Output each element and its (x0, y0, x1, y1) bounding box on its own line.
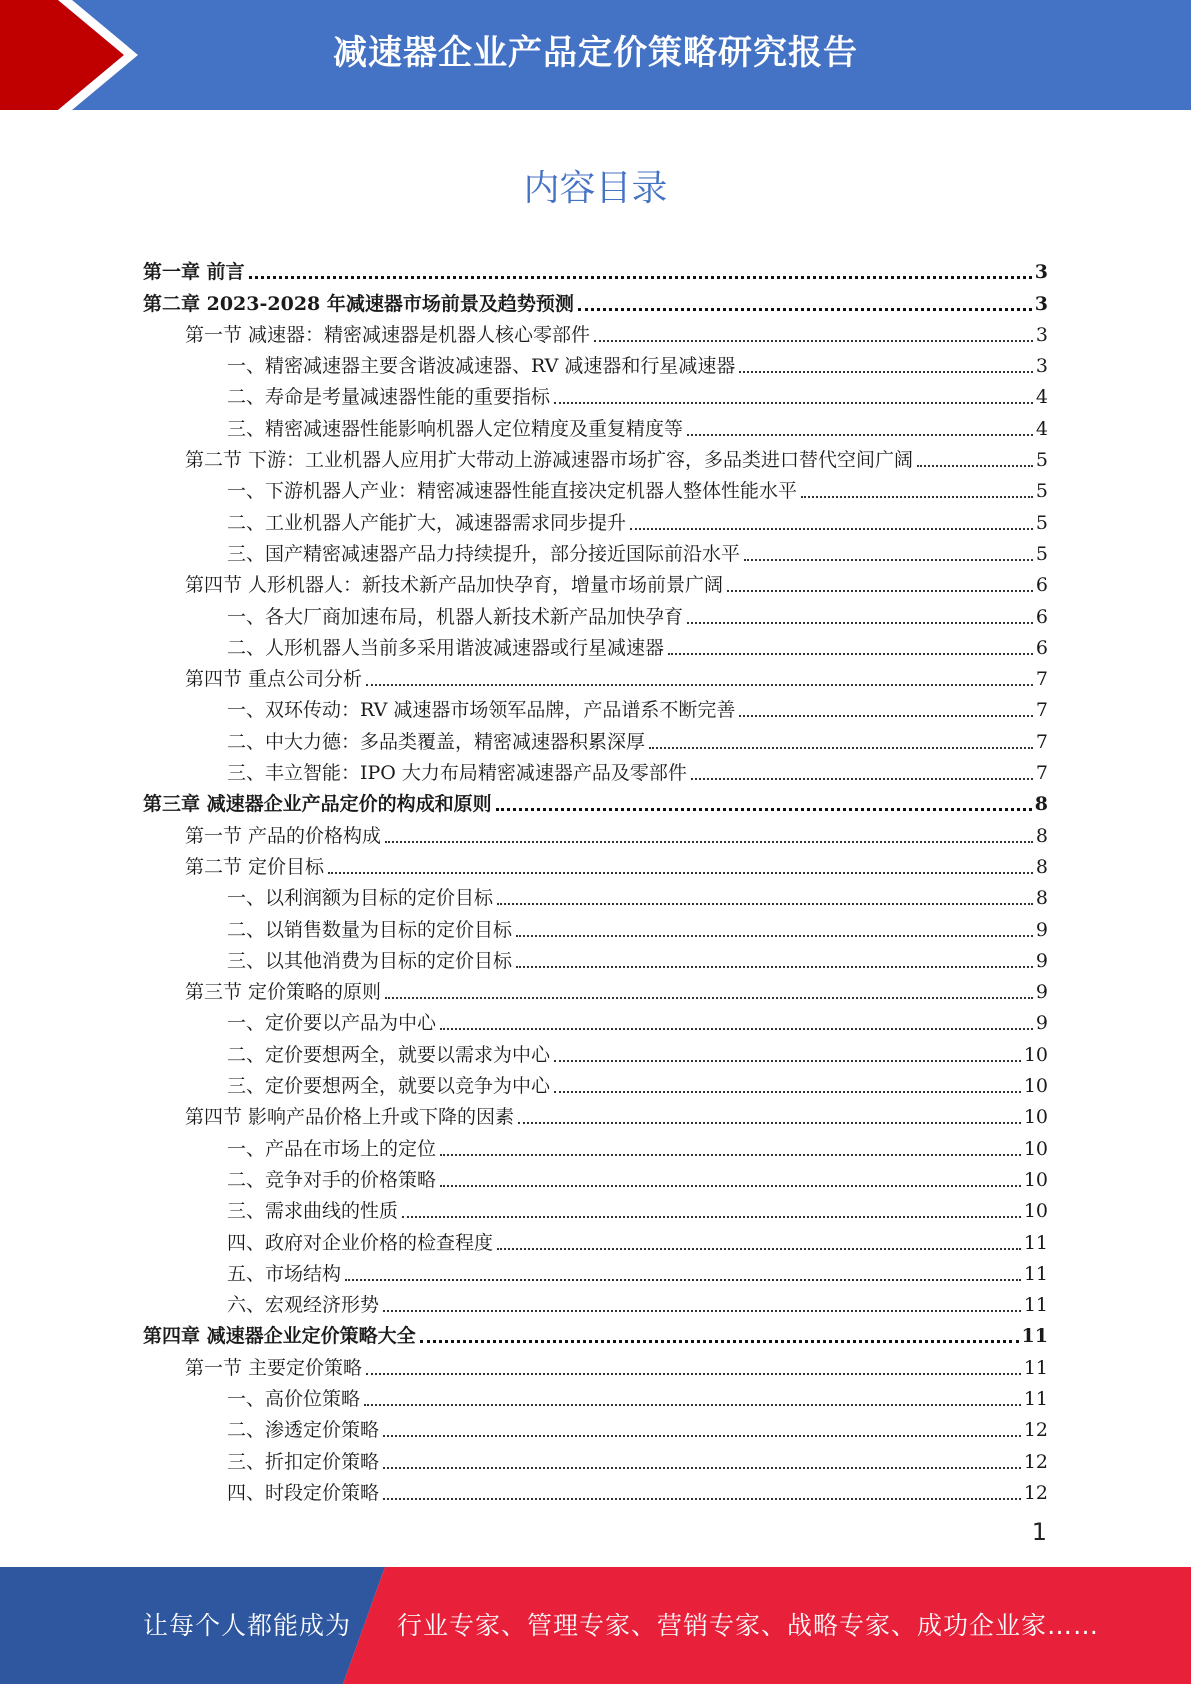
toc-entry[interactable] (143, 1192, 1048, 1223)
toc-entry-label: 第四节 人形机器人：新技术新产品加快孕育，增量市场前景广阔 (185, 574, 724, 597)
toc-entry-page: 7 (1035, 730, 1048, 753)
toc-entry-label: 第一节 产品的价格构成 (185, 824, 382, 847)
toc-entry-page: 6 (1035, 574, 1048, 597)
toc-dot-leader (554, 1060, 1021, 1062)
toc-entry[interactable] (143, 535, 1048, 566)
toc-dot-leader (440, 1028, 1033, 1030)
toc-entry-page: 10 (1023, 1043, 1048, 1066)
toc-entry[interactable] (143, 253, 1048, 284)
toc-entry-label: 第四节 重点公司分析 (185, 668, 363, 691)
toc-entry-page: 8 (1035, 855, 1048, 878)
toc-entry-page: 12 (1023, 1481, 1048, 1504)
toc-entry[interactable] (143, 1067, 1048, 1098)
toc-entry[interactable] (143, 316, 1048, 347)
toc-entry-page: 7 (1035, 699, 1048, 722)
toc-entry[interactable] (143, 1442, 1048, 1473)
toc-entry[interactable] (143, 816, 1048, 847)
toc-dot-leader (649, 747, 1033, 749)
toc-entry-page: 9 (1035, 918, 1048, 941)
toc-entry-page: 4 (1035, 417, 1048, 440)
toc-dot-leader (554, 402, 1033, 404)
toc-entry-page: 5 (1035, 511, 1048, 534)
toc-entry-label: 二、工业机器人产能扩大，减速器需求同步提升 (227, 511, 627, 534)
toc-entry-label: 第一节 主要定价策略 (185, 1356, 363, 1379)
toc-entry-page: 4 (1035, 386, 1048, 409)
toc-entry[interactable] (143, 1223, 1048, 1254)
toc-entry-page: 9 (1035, 981, 1048, 1004)
toc-dot-leader (440, 1154, 1021, 1156)
toc-dot-leader (385, 841, 1033, 843)
toc-dot-leader (383, 1310, 1021, 1312)
toc-dot-leader (516, 966, 1033, 968)
toc-entry-label: 二、定价要想两全，就要以需求为中心 (227, 1043, 551, 1066)
toc-dot-leader (516, 935, 1033, 937)
toc-dot-leader (402, 1216, 1021, 1218)
toc-entry-page: 11 (1023, 1356, 1048, 1379)
toc-entry[interactable] (143, 785, 1048, 816)
toc-entry[interactable] (143, 1286, 1048, 1317)
toc-entry-label: 一、以利润额为目标的定价目标 (227, 887, 494, 910)
report-title: 减速器企业产品定价策略研究报告 (333, 33, 858, 73)
toc-entry-page: 3 (1035, 323, 1048, 346)
toc-entry-label: 三、定价要想两全，就要以竞争为中心 (227, 1075, 551, 1098)
toc-entry-label: 第二节 下游：工业机器人应用扩大带动上游减速器市场扩容，多品类进口替代空间广阔 (185, 449, 914, 472)
toc-entry[interactable] (143, 1129, 1048, 1160)
toc-entry[interactable] (143, 1317, 1048, 1348)
toc-entry-label: 三、精密减速器性能影响机器人定位精度及重复精度等 (227, 417, 684, 440)
toc-entry[interactable] (143, 942, 1048, 973)
toc-dot-leader (497, 903, 1033, 905)
toc-entry[interactable] (143, 597, 1048, 628)
report-header (0, 0, 1191, 110)
toc-entry-page: 5 (1035, 480, 1048, 503)
toc-entry[interactable] (143, 1004, 1048, 1035)
toc-entry-page: 5 (1035, 542, 1048, 565)
toc-entry-label: 二、渗透定价策略 (227, 1419, 380, 1442)
toc-entry-label: 第二章 2023-2028 年减速器市场前景及趋势预测 (143, 292, 574, 315)
toc-entry-label: 二、以销售数量为目标的定价目标 (227, 918, 513, 941)
toc-dot-leader (497, 1248, 1021, 1250)
toc-entry-page: 7 (1035, 762, 1048, 785)
toc-entry[interactable] (143, 1380, 1048, 1411)
table-of-contents (143, 253, 1048, 1505)
toc-entry[interactable] (143, 1348, 1048, 1379)
toc-entry-label: 一、下游机器人产业：精密减速器性能直接决定机器人整体性能水平 (227, 480, 798, 503)
toc-entry-page: 10 (1023, 1200, 1048, 1223)
toc-entry-page: 8 (1034, 793, 1048, 816)
toc-entry[interactable] (143, 1255, 1048, 1286)
toc-dot-leader (249, 276, 1032, 279)
toc-entry-page: 9 (1035, 949, 1048, 972)
toc-entry-page: 5 (1035, 449, 1048, 472)
toc-dot-leader (739, 371, 1033, 373)
toc-entry-label: 三、以其他消费为目标的定价目标 (227, 949, 513, 972)
toc-dot-leader (496, 808, 1032, 811)
toc-heading: 内容目录 (523, 168, 668, 209)
toc-dot-leader (687, 434, 1033, 436)
toc-entry-page: 8 (1035, 824, 1048, 847)
toc-entry[interactable] (143, 1035, 1048, 1066)
toc-dot-leader (630, 528, 1033, 530)
toc-entry-page: 9 (1035, 1012, 1048, 1035)
toc-entry[interactable] (143, 973, 1048, 1004)
toc-dot-leader (554, 1091, 1021, 1093)
toc-entry[interactable] (143, 1474, 1048, 1505)
toc-dot-leader (385, 997, 1033, 999)
toc-entry-page: 12 (1023, 1419, 1048, 1442)
toc-dot-leader (687, 622, 1033, 624)
toc-dot-leader (668, 653, 1033, 655)
toc-dot-leader (727, 590, 1033, 592)
toc-entry[interactable] (143, 472, 1048, 503)
toc-entry-label: 第一章 前言 (143, 261, 245, 284)
toc-dot-leader (364, 1404, 1021, 1406)
toc-entry[interactable] (143, 879, 1048, 910)
toc-entry-label: 一、产品在市场上的定位 (227, 1137, 437, 1160)
toc-entry-label: 四、政府对企业价格的检查程度 (227, 1231, 494, 1254)
toc-entry-page: 11 (1023, 1294, 1048, 1317)
toc-entry[interactable] (143, 503, 1048, 534)
toc-entry[interactable] (143, 409, 1048, 440)
toc-dot-leader (440, 1185, 1021, 1187)
toc-entry-label: 二、中大力德：多品类覆盖，精密减速器积累深厚 (227, 730, 646, 753)
toc-entry[interactable] (143, 284, 1048, 315)
footer-banner (0, 1567, 1191, 1684)
toc-entry-page: 11 (1021, 1325, 1048, 1348)
toc-dot-leader (917, 465, 1033, 467)
footer-slogan-right: 行业专家、管理专家、营销专家、战略专家、成功企业家…… (397, 1611, 1100, 1640)
toc-entry-page: 3 (1034, 261, 1048, 284)
toc-entry-label: 三、丰立智能：IPO 大力布局精密减速器产品及零部件 (227, 762, 687, 785)
toc-entry[interactable] (143, 722, 1048, 753)
page-number: 1 (1031, 1518, 1047, 1546)
toc-entry[interactable] (143, 566, 1048, 597)
toc-dot-leader (594, 340, 1033, 342)
toc-entry[interactable] (143, 660, 1048, 691)
toc-entry-label: 一、高价位策略 (227, 1387, 361, 1410)
toc-entry[interactable] (143, 629, 1048, 660)
toc-entry[interactable] (143, 1411, 1048, 1442)
toc-entry[interactable] (143, 1098, 1048, 1129)
toc-entry-label: 三、折扣定价策略 (227, 1450, 380, 1473)
toc-entry-page: 10 (1023, 1106, 1048, 1129)
toc-entry-page: 10 (1023, 1075, 1048, 1098)
toc-entry-label: 第一节 减速器：精密减速器是机器人核心零部件 (185, 323, 591, 346)
toc-entry-label: 一、精密减速器主要含谐波减速器、RV 减速器和行星减速器 (227, 355, 736, 378)
toc-entry-page: 10 (1023, 1168, 1048, 1191)
toc-dot-leader (366, 684, 1033, 686)
toc-entry-label: 三、国产精密减速器产品力持续提升，部分接近国际前沿水平 (227, 542, 741, 565)
toc-entry[interactable] (143, 910, 1048, 941)
toc-entry-label: 二、人形机器人当前多采用谐波减速器或行星减速器 (227, 636, 665, 659)
toc-entry-label: 五、市场结构 (227, 1262, 342, 1285)
toc-entry-page: 6 (1035, 636, 1048, 659)
footer-slogan-left: 让每个人都能成为 (143, 1611, 352, 1640)
toc-entry[interactable] (143, 691, 1048, 722)
toc-entry-label: 四、时段定价策略 (227, 1481, 380, 1504)
toc-entry-page: 11 (1023, 1387, 1048, 1410)
toc-entry-label: 六、宏观经济形势 (227, 1294, 380, 1317)
toc-dot-leader (383, 1467, 1021, 1469)
toc-entry-label: 一、定价要以产品为中心 (227, 1012, 437, 1035)
toc-entry[interactable] (143, 1161, 1048, 1192)
toc-entry-label: 三、需求曲线的性质 (227, 1200, 399, 1223)
toc-entry-page: 12 (1023, 1450, 1048, 1473)
toc-entry-label: 一、各大厂商加速布局，机器人新技术新产品加快孕育 (227, 605, 684, 628)
toc-dot-leader (383, 1435, 1021, 1437)
toc-entry-page: 8 (1035, 887, 1048, 910)
toc-entry[interactable] (143, 378, 1048, 409)
toc-dot-leader (328, 872, 1033, 874)
toc-entry-label: 第四节 影响产品价格上升或下降的因素 (185, 1106, 515, 1129)
toc-entry[interactable] (143, 441, 1048, 472)
toc-entry-label: 第四章 减速器企业定价策略大全 (143, 1325, 416, 1348)
toc-entry-page: 3 (1034, 292, 1048, 315)
toc-entry-page: 6 (1035, 605, 1048, 628)
toc-entry-label: 第三章 减速器企业产品定价的构成和原则 (143, 793, 492, 816)
toc-dot-leader (345, 1279, 1021, 1281)
toc-entry-page: 11 (1023, 1262, 1048, 1285)
toc-entry-label: 第三节 定价策略的原则 (185, 981, 382, 1004)
toc-entry-page: 10 (1023, 1137, 1048, 1160)
toc-dot-leader (801, 496, 1033, 498)
toc-entry[interactable] (143, 848, 1048, 879)
toc-entry-page: 11 (1023, 1231, 1048, 1254)
toc-dot-leader (744, 559, 1033, 561)
toc-entry-label: 一、双环传动：RV 减速器市场领军品牌，产品谱系不断完善 (227, 699, 736, 722)
toc-dot-leader (420, 1340, 1019, 1343)
toc-dot-leader (739, 715, 1033, 717)
toc-entry-label: 第二节 定价目标 (185, 855, 325, 878)
toc-entry-label: 二、竞争对手的价格策略 (227, 1168, 437, 1191)
toc-dot-leader (578, 308, 1032, 311)
toc-entry-page: 7 (1035, 668, 1048, 691)
toc-entry-page: 3 (1035, 355, 1048, 378)
toc-entry-label: 二、寿命是考量减速器性能的重要指标 (227, 386, 551, 409)
toc-entry[interactable] (143, 347, 1048, 378)
toc-dot-leader (383, 1498, 1021, 1500)
toc-dot-leader (366, 1373, 1021, 1375)
toc-dot-leader (518, 1122, 1021, 1124)
toc-dot-leader (691, 778, 1033, 780)
toc-entry[interactable] (143, 754, 1048, 785)
